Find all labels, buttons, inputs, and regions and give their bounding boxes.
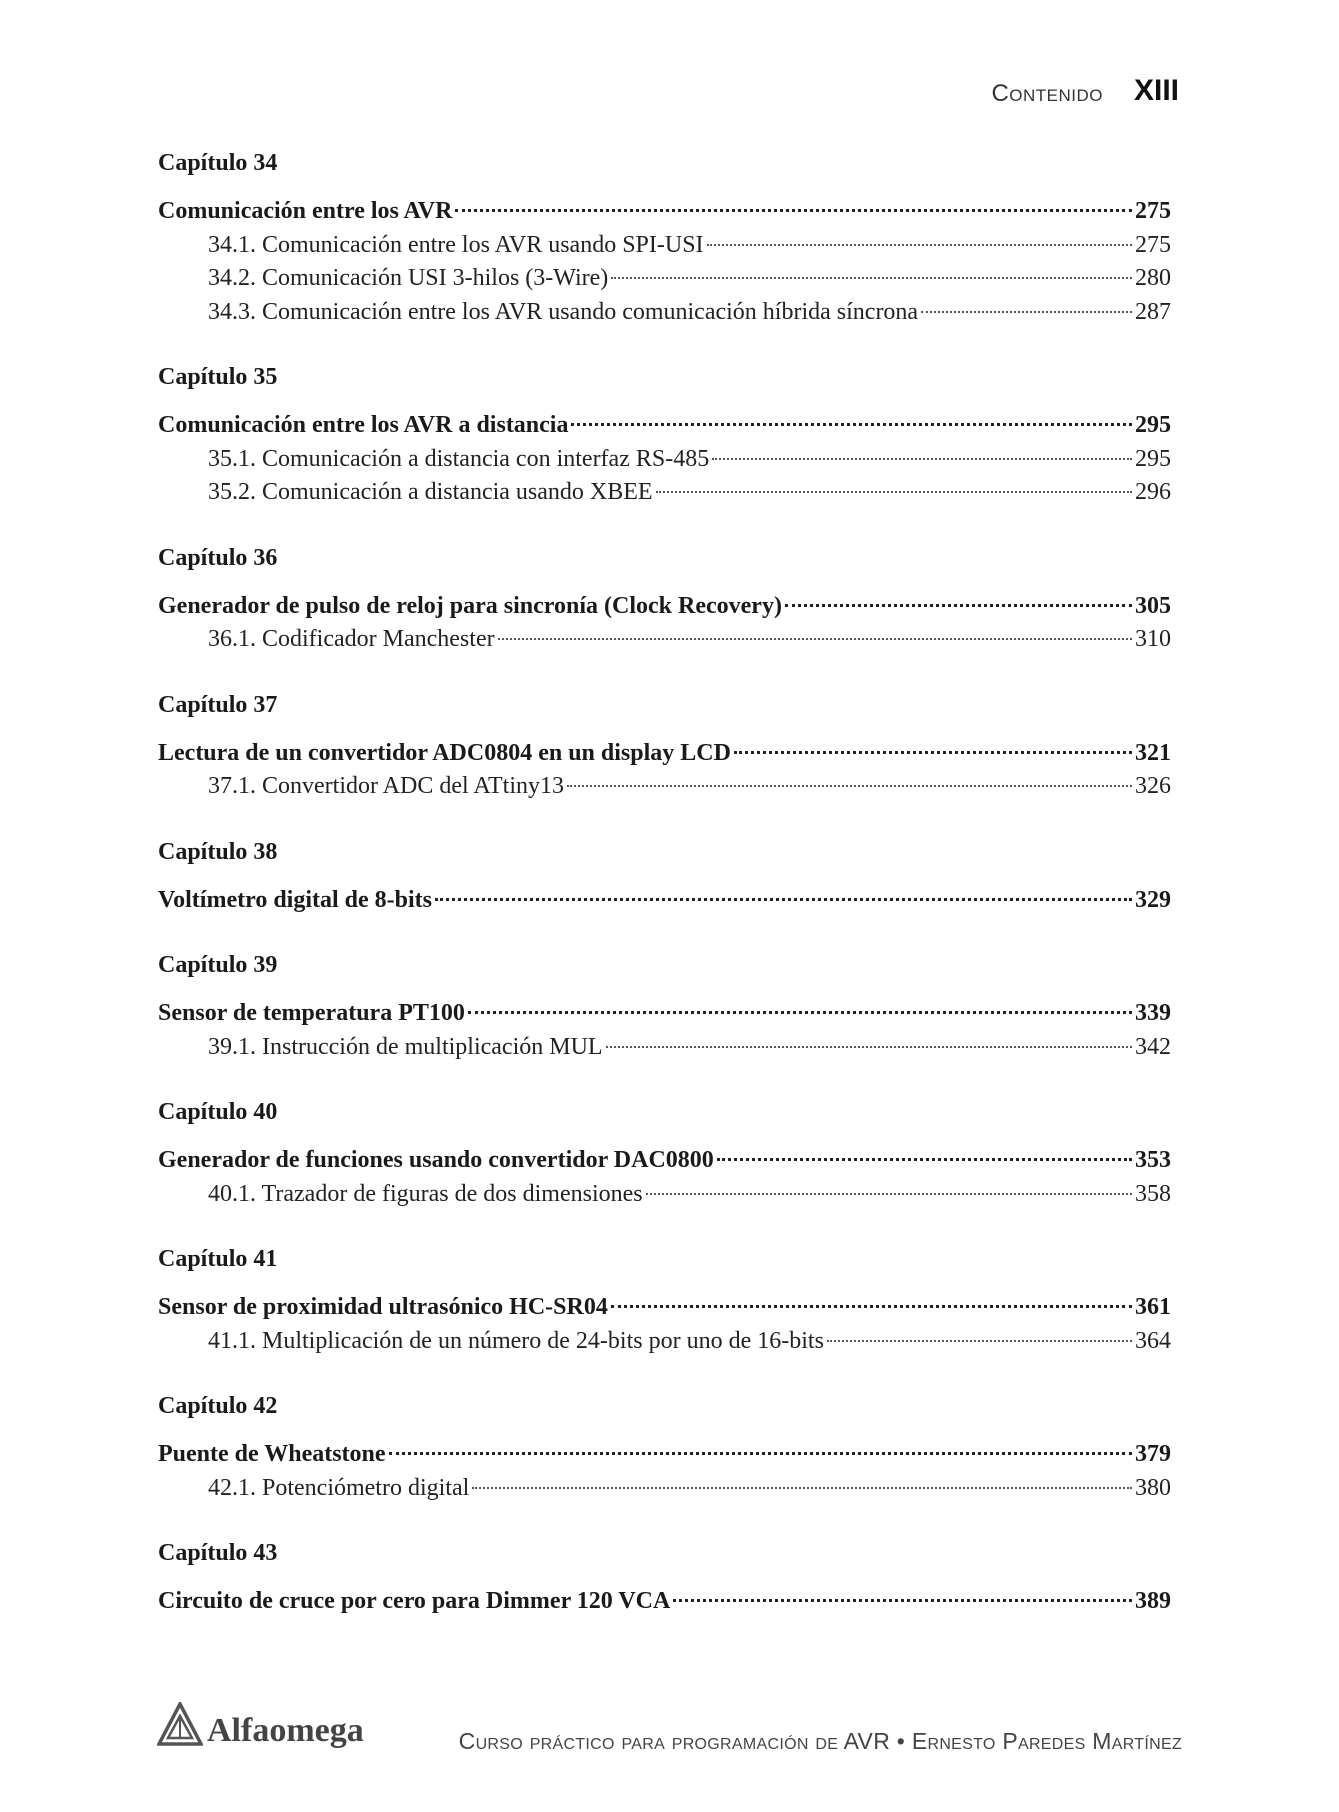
entry-page-number: 342 (1135, 1033, 1171, 1060)
running-head: Contenido (991, 80, 1103, 107)
entry-page-number: 326 (1135, 773, 1171, 799)
entry-page-number: 329 (1135, 886, 1171, 913)
entry-page-number: 295 (1135, 445, 1171, 472)
entry-title: Generador de funciones usando convertidor DAC0800 (158, 1147, 714, 1173)
entry-title: 41.1. Multiplicación de un número de 24-bits por uno de 16-bits (208, 1327, 824, 1354)
entry-page-number: 339 (1135, 1000, 1171, 1026)
entry-title: 35.2. Comunicación a distancia usando XBEE (208, 479, 653, 505)
dot-leader (712, 458, 1132, 460)
section-entry (158, 229, 1171, 263)
chapter-title-entry (158, 1585, 1171, 1619)
entry-title: 37.1. Convertidor ADC del ATtiny13 (208, 773, 564, 799)
chapter-label: Capítulo 37 (158, 691, 278, 718)
publisher-logo (157, 1702, 364, 1749)
chapter-title-entry (158, 1438, 1171, 1472)
entry-title: Puente de Wheatstone (158, 1441, 386, 1467)
dot-leader (656, 491, 1132, 493)
entry-title: 42.1. Potenciómetro digital (208, 1474, 470, 1501)
logo-text: Alfaomega (207, 1712, 364, 1749)
section-entry (158, 296, 1171, 330)
chapter-block (158, 359, 1171, 510)
entry-page-number: 364 (1135, 1327, 1171, 1354)
section-entry (158, 476, 1171, 510)
chapter-block (158, 1094, 1171, 1211)
chapter-title-entry (158, 590, 1171, 624)
dot-leader (472, 1487, 1132, 1489)
chapter-label: Capítulo 38 (158, 838, 278, 865)
chapter-block (158, 947, 1171, 1064)
entry-title: Sensor de proximidad ultrasónico HC-SR04 (158, 1294, 608, 1320)
entry-page-number: 275 (1135, 198, 1171, 224)
dot-leader (498, 638, 1132, 640)
chapter-label: Capítulo 35 (158, 364, 278, 390)
table-of-contents (158, 145, 1171, 1649)
entry-title: 40.1. Trazador de figuras de dos dimensiones (208, 1180, 643, 1207)
entry-page-number: 353 (1135, 1147, 1171, 1173)
entry-title: Sensor de temperatura PT100 (158, 1000, 465, 1026)
entry-title: 34.3. Comunicación entre los AVR usando comunicación híbrida síncrona (208, 298, 919, 325)
chapter-label: Capítulo 34 (158, 150, 278, 176)
chapter-title-entry (158, 195, 1171, 229)
entry-page-number: 379 (1135, 1441, 1171, 1467)
chapter-block (158, 540, 1171, 657)
section-entry (158, 1178, 1171, 1212)
dot-leader (827, 1340, 1132, 1342)
entry-title: Voltímetro digital de 8-bits (158, 886, 432, 913)
book-credit: Curso práctico para programación de AVR • Ernesto Paredes Martínez (458, 1728, 1182, 1754)
dot-leader (921, 311, 1132, 313)
dot-leader (435, 898, 1132, 901)
chapter-title-entry (158, 1144, 1171, 1178)
page-number: XIII (1133, 74, 1179, 107)
entry-title: 34.1. Comunicación entre los AVR usando SPI-USI (208, 231, 704, 258)
entry-page-number: 358 (1135, 1180, 1171, 1207)
entry-page-number: 310 (1135, 626, 1171, 652)
chapter-block (158, 1241, 1171, 1358)
chapter-title-entry (158, 409, 1171, 443)
chapter-label: Capítulo 43 (158, 1540, 278, 1566)
alfaomega-triangle-icon (157, 1702, 203, 1746)
section-entry (158, 1031, 1171, 1065)
entry-title: Generador de pulso de reloj para sincronía (Clock Recovery) (158, 592, 782, 619)
dot-leader (455, 209, 1132, 212)
entry-page-number: 380 (1135, 1474, 1171, 1501)
dot-leader (734, 751, 1132, 754)
chapter-title-entry (158, 997, 1171, 1031)
dot-leader (611, 1305, 1132, 1308)
dot-leader (785, 604, 1132, 607)
dot-leader (606, 1046, 1132, 1048)
dot-leader (646, 1193, 1132, 1195)
page-footer (0, 1702, 1339, 1762)
dot-leader (571, 423, 1132, 426)
entry-page-number: 305 (1135, 592, 1171, 619)
entry-page-number: 287 (1135, 298, 1171, 325)
entry-title: 34.2. Comunicación USI 3-hilos (3-Wire) (208, 265, 609, 291)
chapter-label: Capítulo 42 (158, 1393, 278, 1419)
chapter-title-entry (158, 884, 1171, 918)
chapter-label: Capítulo 39 (158, 952, 278, 978)
entry-page-number: 280 (1135, 265, 1171, 291)
chapter-label: Capítulo 41 (158, 1246, 278, 1272)
chapter-title-entry (158, 1291, 1171, 1325)
section-entry (158, 443, 1171, 477)
page-header (0, 74, 1339, 114)
entry-page-number: 389 (1135, 1588, 1171, 1614)
chapter-title-entry (158, 737, 1171, 771)
entry-title: Comunicación entre los AVR (158, 198, 453, 224)
dot-leader (673, 1599, 1132, 1602)
dot-leader (611, 277, 1132, 279)
chapter-block (158, 687, 1171, 804)
entry-title: Comunicación entre los AVR a distancia (158, 412, 569, 438)
section-entry (158, 1325, 1171, 1359)
chapter-block (158, 1535, 1171, 1619)
entry-page-number: 361 (1135, 1294, 1171, 1320)
entry-page-number: 321 (1135, 739, 1171, 766)
chapter-block (158, 834, 1171, 918)
chapter-block (158, 1388, 1171, 1505)
dot-leader (468, 1011, 1132, 1014)
entry-title: 35.1. Comunicación a distancia con interfaz RS-485 (208, 445, 710, 472)
entry-title: 36.1. Codificador Manchester (208, 626, 495, 652)
chapter-label: Capítulo 40 (158, 1099, 278, 1125)
entry-title: 39.1. Instrucción de multiplicación MUL (208, 1033, 603, 1060)
dot-leader (717, 1158, 1132, 1161)
entry-title: Circuito de cruce por cero para Dimmer 120 VCA (158, 1588, 671, 1614)
chapter-label: Capítulo 36 (158, 544, 278, 571)
entry-page-number: 295 (1135, 412, 1171, 438)
dot-leader (389, 1452, 1132, 1455)
section-entry (158, 262, 1171, 296)
chapter-block (158, 145, 1171, 329)
dot-leader (567, 785, 1132, 787)
entry-page-number: 296 (1135, 479, 1171, 505)
section-entry (158, 770, 1171, 804)
entry-page-number: 275 (1135, 231, 1171, 258)
section-entry (158, 623, 1171, 657)
dot-leader (707, 244, 1132, 246)
entry-title: Lectura de un convertidor ADC0804 en un display LCD (158, 739, 731, 766)
section-entry (158, 1472, 1171, 1506)
